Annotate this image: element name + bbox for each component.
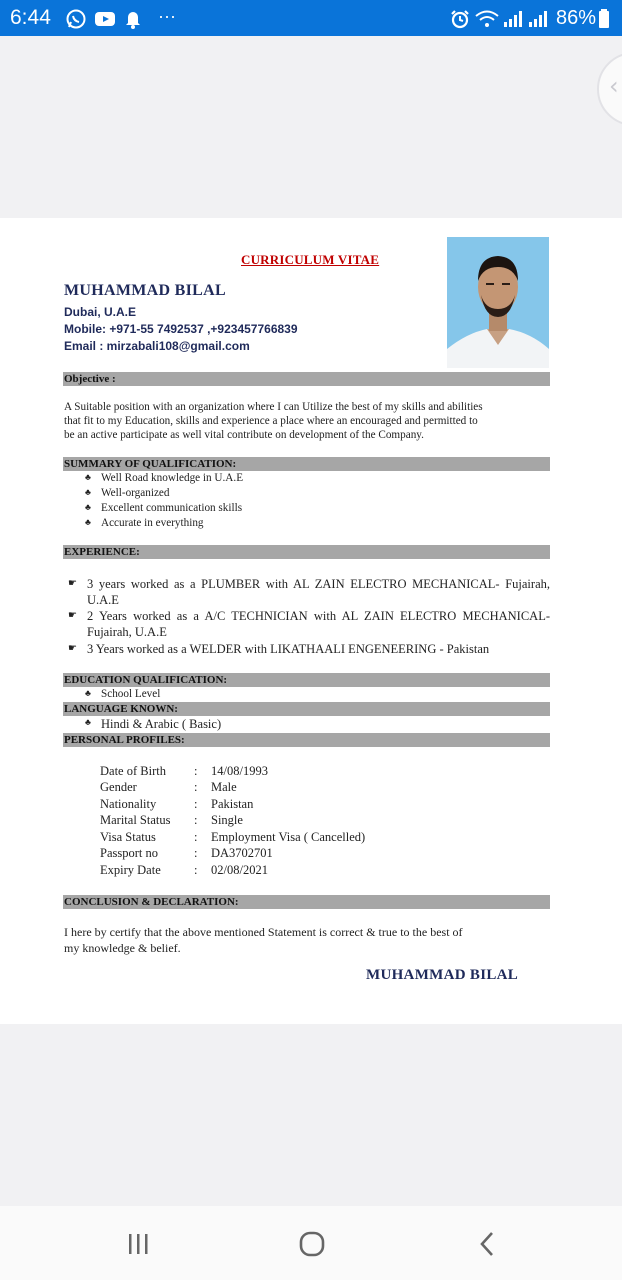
cv-document (0, 218, 622, 1024)
bullet-icon: ♣ (85, 517, 91, 527)
field-label: Expiry Date (100, 863, 161, 877)
objective-header: Objective : (63, 372, 550, 386)
objective-text: A Suitable position with an organization where I can Utilize the best of my skills and abilities that fit to my Education, skills and experience a place where an encouraged and permitted to be an active participate as well vital contribute on development of the Company. (64, 401, 483, 441)
status-bar (0, 0, 622, 36)
list-item: ♣ Excellent communication skills (85, 502, 243, 514)
colon: : (194, 830, 198, 844)
colon: : (194, 764, 198, 778)
notification-bell-icon (124, 8, 142, 35)
status-time: 6:44 (10, 6, 51, 29)
language-header: LANGUAGE KNOWN: (63, 702, 550, 716)
list-item: ♣ School Level (85, 688, 161, 700)
colon: : (194, 846, 198, 860)
profile-photo (447, 237, 549, 368)
conclusion-text: I here by certify that the above mentioned Statement is correct & true to the best of my knowledge & belief. (64, 925, 463, 955)
viewer-background (0, 36, 622, 218)
email: Email : mirzabali108@gmail.com (64, 339, 250, 353)
signature-name: MUHAMMAD BILAL (366, 967, 519, 983)
experience-header: EXPERIENCE: (63, 545, 550, 559)
pointing-hand-icon: ☛ (68, 643, 77, 654)
navigation-bar (0, 1206, 622, 1280)
pointing-hand-icon: ☛ (68, 578, 77, 589)
field-value: Male (211, 780, 237, 794)
colon: : (194, 863, 198, 877)
field-value: Single (211, 813, 243, 827)
chevron-left-icon: ‹ (609, 72, 619, 100)
list-item: ♣ Well Road knowledge in U.A.E (85, 472, 244, 484)
colon: : (194, 797, 198, 811)
bullet-icon: ♣ (85, 487, 91, 497)
personal-header: PERSONAL PROFILES: (63, 733, 550, 747)
list-item: ♣ Accurate in everything (85, 517, 204, 529)
whatsapp-icon (65, 8, 87, 35)
field-value: DA3702701 (211, 846, 273, 860)
field-label: Gender (100, 780, 137, 794)
field-value: 14/08/1993 (211, 764, 268, 778)
back-icon[interactable] (475, 1230, 499, 1263)
list-item: ♣ Hindi & Arabic ( Basic) (85, 717, 222, 731)
list-item: ☛ 2 Years worked as a A/C TECHNICIAN with AL ZAIN ELECTRO MECHANICAL- Fujairah, U.A.E (68, 609, 550, 639)
education-header: EDUCATION QUALIFICATION: (63, 673, 550, 687)
more-dots-icon: ··· (158, 6, 176, 26)
summary-header: SUMMARY OF QUALIFICATION: (63, 457, 550, 471)
list-item: ☛ 3 years worked as a PLUMBER with AL ZAIN ELECTRO MECHANICAL- Fujairah, U.A.E (68, 577, 550, 607)
field-label: Visa Status (100, 830, 156, 844)
bullet-icon: ♣ (85, 472, 91, 482)
field-value: Pakistan (211, 797, 254, 811)
location: Dubai, U.A.E (64, 305, 137, 319)
recent-apps-icon[interactable] (125, 1232, 151, 1261)
field-value: 02/08/2021 (211, 863, 268, 877)
cv-title: CURRICULUM VITAE (241, 252, 380, 267)
signal-icon (527, 8, 549, 35)
colon: : (194, 780, 198, 794)
youtube-icon (94, 8, 116, 35)
wifi-icon (474, 8, 500, 35)
bullet-icon: ♣ (85, 502, 91, 512)
field-label: Nationality (100, 797, 157, 811)
signal-icon (502, 8, 524, 35)
colon: : (194, 813, 198, 827)
field-value: Employment Visa ( Cancelled) (211, 830, 366, 844)
bullet-icon: ♣ (85, 688, 91, 698)
mobile: Mobile: +971-55 7492537 ,+923457766839 (64, 322, 298, 336)
alarm-icon (449, 8, 471, 35)
field-label: Passport no (100, 846, 158, 860)
field-label: Date of Birth (100, 764, 166, 778)
conclusion-header: CONCLUSION & DECLARATION: (63, 895, 550, 909)
battery-icon (598, 8, 610, 35)
battery-percentage: 86% (555, 7, 596, 29)
list-item: ♣ Well-organized (85, 487, 170, 499)
bullet-icon: ♣ (85, 717, 91, 727)
list-item: ☛ 3 Years worked as a WELDER with LIKATHAALI ENGENEERING - Pakistan (68, 642, 490, 656)
field-label: Marital Status (100, 813, 171, 827)
candidate-name: MUHAMMAD BILAL (64, 282, 226, 299)
pointing-hand-icon: ☛ (68, 610, 77, 621)
home-icon[interactable] (298, 1230, 326, 1263)
